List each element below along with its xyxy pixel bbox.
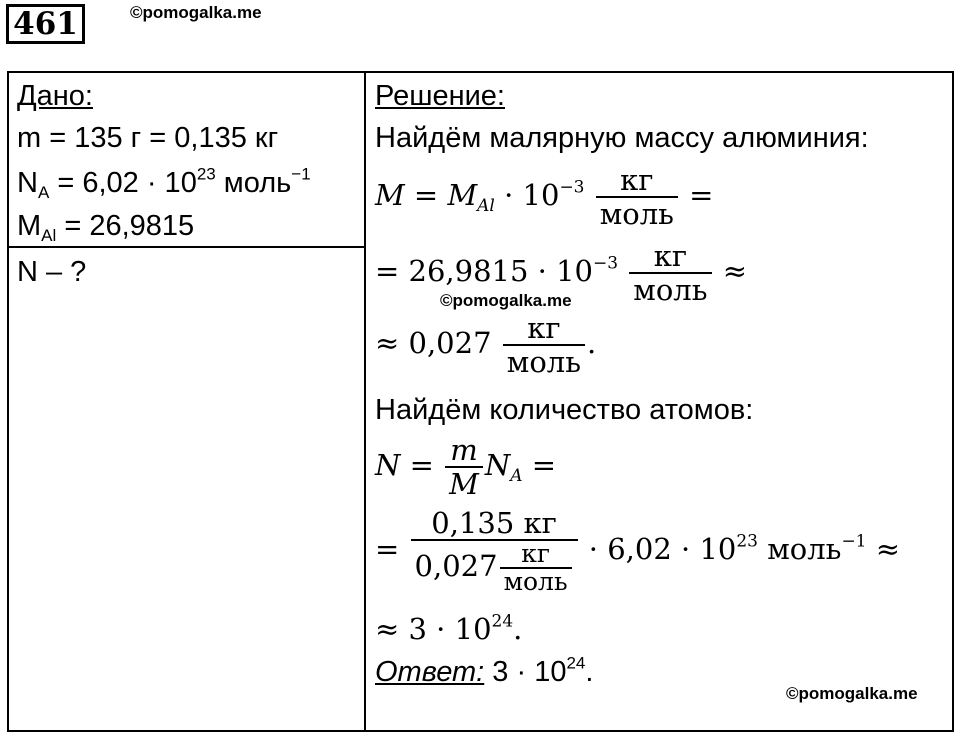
answer-label: Ответ: xyxy=(375,656,485,688)
fraction-kg-per-mol: кг моль xyxy=(500,541,572,595)
given-mass: m = 135 г = 0,135 кг xyxy=(17,122,279,154)
watermark-top: ©pomogalka.me xyxy=(130,3,262,22)
given-avogadro: $N_A = 6,02 \cdot 10^{23}$ моль$^{-1}$ xyxy=(17,164,311,202)
fraction-kg-per-mol: кг моль xyxy=(596,164,678,230)
given-divider xyxy=(7,246,365,248)
fraction-kg-per-mol: кг моль xyxy=(629,240,711,306)
step1-text: Найдём малярную массу алюминия: xyxy=(375,122,869,154)
solution-heading: Решение: xyxy=(375,80,505,112)
given-heading: Дано: xyxy=(17,80,93,112)
equation-molar-mass-result: ≈ 0,027 кг моль . xyxy=(375,311,597,379)
equation-atom-count: N = $\frac{m}{M}$ $N_A$ = xyxy=(375,433,557,501)
find-unknown: N – ? xyxy=(17,256,87,288)
problem-number: 461 xyxy=(6,4,85,44)
equation-molar-mass-value: = $26,9815 \cdot 10^{-3}$ кг моль ≈ xyxy=(375,239,748,307)
fraction-m-over-M: $\frac{m}{M}$ xyxy=(445,434,483,500)
answer-line: Ответ: $3 \cdot 10^{24}$. xyxy=(375,653,594,688)
equation-molar-mass: $M = M_{Al} \cdot 10^{-3}$ кг моль = xyxy=(375,163,714,231)
step2-text: Найдём количество атомов: xyxy=(375,394,754,426)
fraction-kg-per-mol: кг моль xyxy=(503,312,585,378)
fraction-mass-over-molar: 0,135 кг 0,027 кг моль xyxy=(411,507,578,595)
equation-atom-result: ≈ $3 \cdot 10^{24}$. xyxy=(375,611,523,646)
watermark-middle: ©pomogalka.me xyxy=(440,291,572,310)
watermark-bottom: ©pomogalka.me xyxy=(786,684,918,703)
column-divider xyxy=(364,71,366,732)
given-molar-mass: $M_{Al} = 26,9815$ xyxy=(17,210,195,245)
equation-atom-substitution: = 0,135 кг 0,027 кг моль · $6,02 \cdot 10^{23}$ моль$^{-1}$ ≈ xyxy=(375,506,901,596)
